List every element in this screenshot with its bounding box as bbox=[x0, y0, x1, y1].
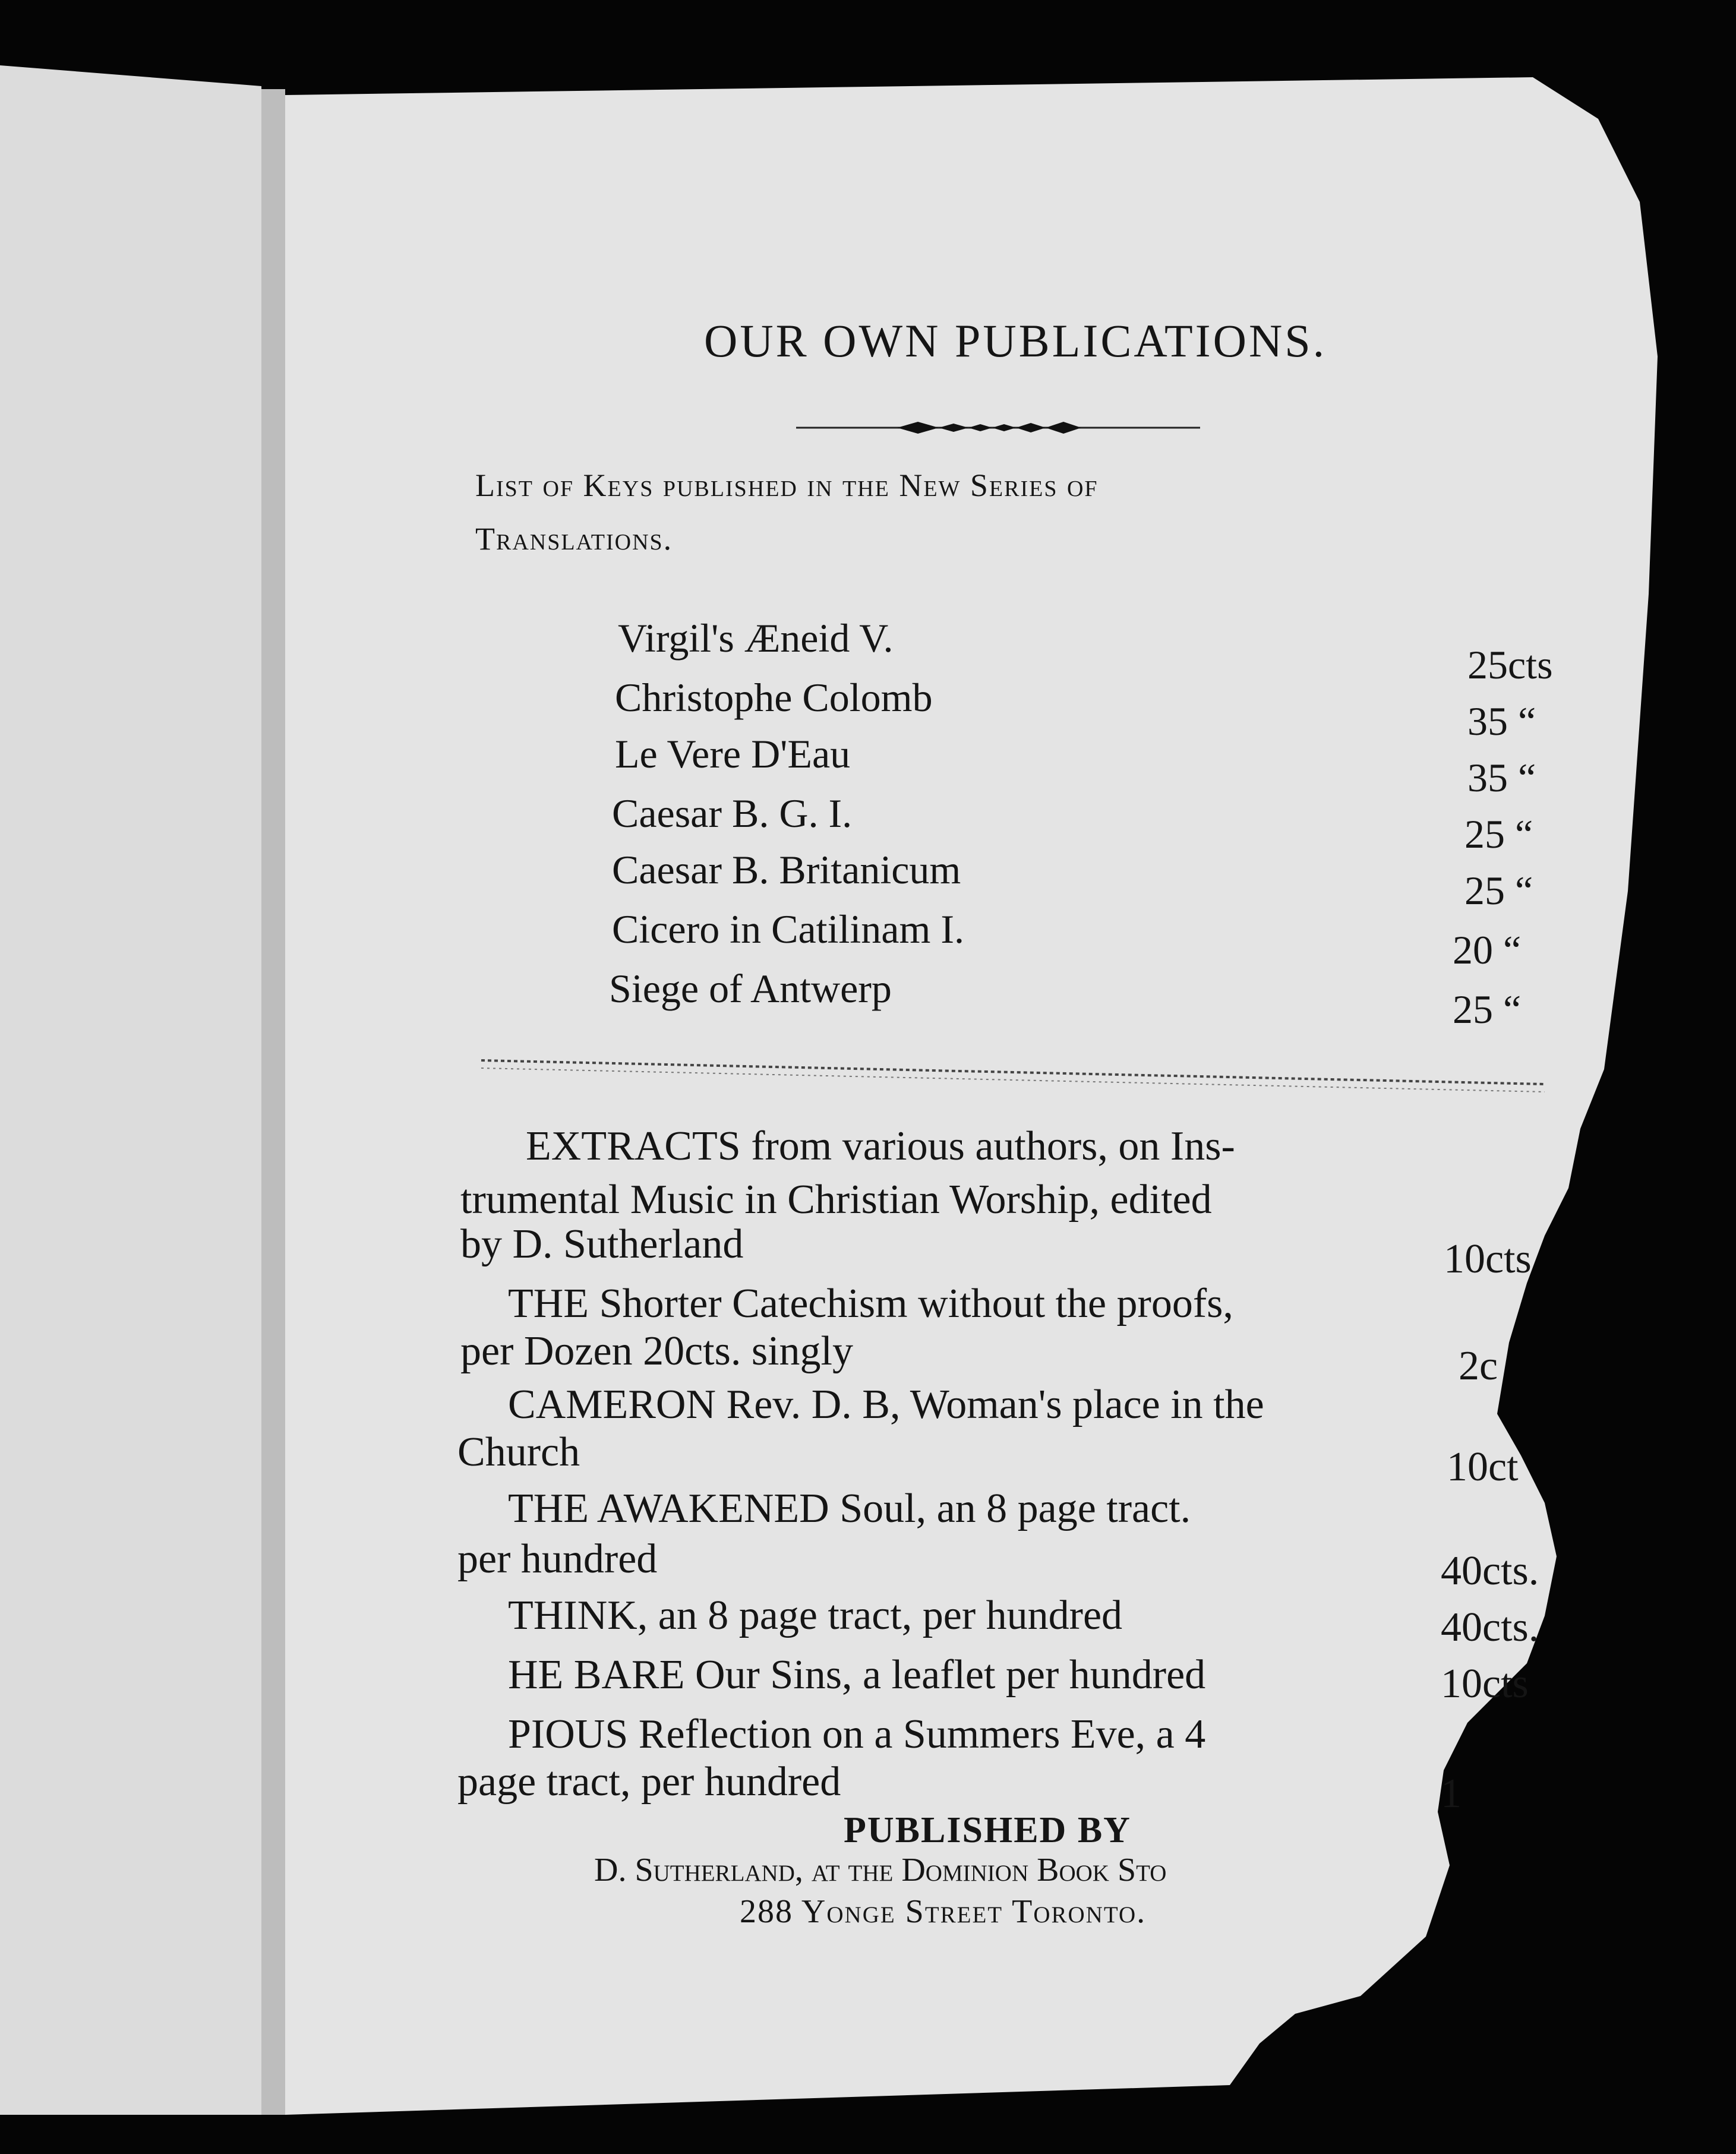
key-title-7: Siege of Antwerp bbox=[609, 966, 892, 1011]
pub-1-line-1: EXTRACTS from various authors, on Ins- bbox=[526, 1123, 1235, 1169]
key-price-6: 20 “ bbox=[1453, 927, 1522, 972]
key-price-7: 25 “ bbox=[1453, 987, 1522, 1032]
key-title-5: Caesar B. Britanicum bbox=[612, 847, 961, 892]
keys-heading-line1: List of Keys published in the New Series of bbox=[475, 468, 1099, 503]
pub-3-price: 10ct bbox=[1447, 1444, 1519, 1490]
footer-address: 288 Yonge Street Toronto. bbox=[740, 1893, 1147, 1930]
page-title: OUR OWN PUBLICATIONS. bbox=[704, 315, 1327, 367]
keys-heading-line2: Translations. bbox=[475, 521, 673, 557]
pub-3-line-2: Church bbox=[457, 1429, 580, 1475]
key-price-4: 25 “ bbox=[1464, 811, 1533, 857]
key-price-5: 25 “ bbox=[1464, 868, 1533, 913]
key-title-4: Caesar B. G. I. bbox=[612, 791, 853, 836]
pub-7-line-2: page tract, per hundred bbox=[457, 1759, 841, 1805]
pub-5-price: 40cts. bbox=[1441, 1605, 1539, 1650]
gutter-shadow bbox=[261, 89, 285, 2115]
pub-2-line-1: THE Shorter Catechism without the proofs, bbox=[508, 1281, 1233, 1326]
pub-7-price: 1 bbox=[1441, 1771, 1462, 1817]
key-title-3: Le Vere D'Eau bbox=[615, 731, 851, 776]
pub-7-line-1: PIOUS Reflection on a Summers Eve, a 4 bbox=[508, 1711, 1206, 1757]
pub-4-line-2: per hundred bbox=[457, 1536, 658, 1582]
footer-publisher: D. Sutherland, at the Dominion Book Sto bbox=[594, 1852, 1167, 1888]
footer-published-by: PUBLISHED BY bbox=[844, 1810, 1131, 1850]
pub-1-price: 10cts bbox=[1444, 1236, 1532, 1282]
pub-4-line-1: THE AWAKENED Soul, an 8 page tract. bbox=[508, 1486, 1191, 1531]
key-title-1: Virgil's Æneid V. bbox=[618, 615, 894, 661]
pub-2-price: 2c bbox=[1459, 1343, 1498, 1389]
pub-4-price: 40cts. bbox=[1441, 1548, 1539, 1594]
pub-1-line-2: trumental Music in Christian Worship, edited bbox=[460, 1177, 1212, 1223]
pub-6-price: 10cts bbox=[1441, 1661, 1529, 1707]
pub-5-line-1: THINK, an 8 page tract, per hundred bbox=[508, 1593, 1123, 1638]
key-title-2: Christophe Colomb bbox=[615, 675, 933, 720]
key-price-3: 35 “ bbox=[1467, 755, 1536, 800]
key-price-1: 25cts bbox=[1467, 642, 1553, 687]
left-page bbox=[0, 65, 279, 2115]
ornamental-rule bbox=[796, 416, 1200, 440]
pub-3-line-1: CAMERON Rev. D. B, Woman's place in the bbox=[508, 1382, 1264, 1427]
key-price-2: 35 “ bbox=[1467, 699, 1536, 744]
pub-2-line-2: per Dozen 20cts. singly bbox=[460, 1328, 853, 1374]
key-title-6: Cicero in Catilinam I. bbox=[612, 907, 964, 952]
pub-6-line-1: HE BARE Our Sins, a leaflet per hundred bbox=[508, 1652, 1206, 1698]
pub-1-line-3: by D. Sutherland bbox=[460, 1221, 744, 1267]
